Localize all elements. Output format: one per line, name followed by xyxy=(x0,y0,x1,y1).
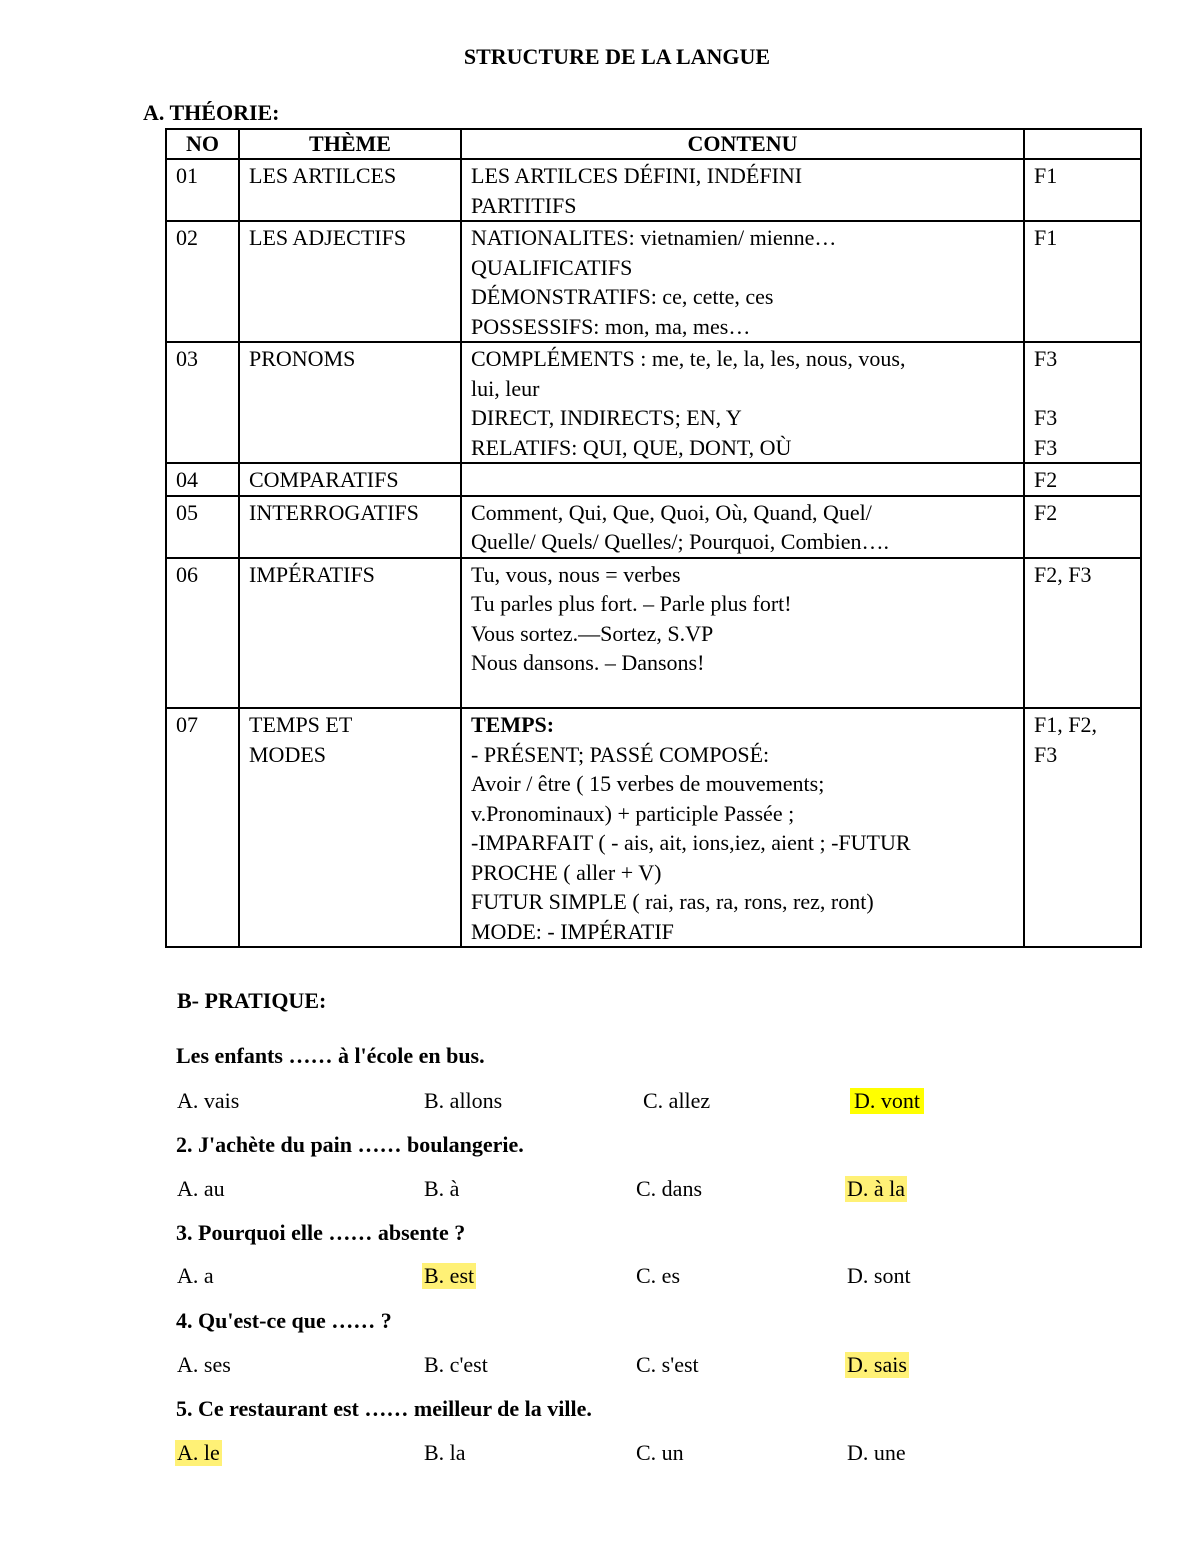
theme-line: LES ADJECTIFS xyxy=(249,225,407,250)
row-theme xyxy=(239,558,461,709)
table-row xyxy=(166,708,1141,947)
table-row xyxy=(166,342,1141,463)
contenu-line: Tu parles plus fort. – Parle plus fort! xyxy=(471,591,792,616)
option-a: A. a xyxy=(177,1263,214,1288)
level-line: F1 xyxy=(1034,163,1058,188)
option-c: C. un xyxy=(636,1440,684,1465)
option-a: A. au xyxy=(177,1176,225,1201)
contenu-line: Avoir / être ( 15 verbes de mouvements; xyxy=(471,771,825,796)
question-3: 3. Pourquoi elle …… absente ? xyxy=(176,1220,466,1245)
option-a: A. ses xyxy=(177,1352,231,1377)
row-level xyxy=(1024,463,1141,496)
row-theme xyxy=(239,463,461,496)
section-heading-pratique: B- PRATIQUE: xyxy=(177,988,327,1013)
row-contenu xyxy=(461,159,1024,221)
contenu-line: Quelle/ Quels/ Quelles/; Pourquoi, Combien…. xyxy=(471,529,889,554)
contenu-line: Tu, vous, nous = verbes xyxy=(471,561,681,587)
question-5: 5. Ce restaurant est …… meilleur de la ville. xyxy=(176,1396,592,1421)
option-b-highlighted: B. est xyxy=(424,1263,475,1288)
level-line: F2 xyxy=(1034,467,1058,492)
row-contenu xyxy=(461,496,1024,558)
row-theme xyxy=(239,708,461,947)
header-no: NO xyxy=(166,129,239,159)
contenu-line: Nous dansons. – Dansons! xyxy=(471,650,705,675)
row-contenu xyxy=(461,342,1024,463)
contenu-line: POSSESSIFS: mon, ma, mes… xyxy=(471,313,751,339)
contenu-line: lui, leur xyxy=(471,375,540,401)
row-contenu xyxy=(461,463,1024,496)
question-2: 2. J'achète du pain …… boulangerie. xyxy=(176,1132,524,1157)
table-header-row xyxy=(166,129,1141,159)
contenu-line: MODE: - IMPÉRATIF xyxy=(471,918,674,944)
table-row xyxy=(166,221,1141,342)
theory-table xyxy=(165,128,1142,948)
header-contenu: CONTENU xyxy=(461,129,1024,159)
contenu-line: DÉMONSTRATIFS: ce, cette, ces xyxy=(471,284,774,309)
theme-line: IMPÉRATIFS xyxy=(249,561,375,587)
table-row xyxy=(166,463,1141,496)
table-row xyxy=(166,558,1141,709)
contenu-line: PROCHE ( aller + V) xyxy=(471,859,662,885)
row-contenu xyxy=(461,558,1024,709)
contenu-line: LES ARTILCES DÉFINI, INDÉFINI xyxy=(471,163,803,188)
option-a-highlighted: A. le xyxy=(177,1440,220,1465)
theme-line: PRONOMS xyxy=(249,346,356,371)
contenu-line: - PRÉSENT; PASSÉ COMPOSÉ: xyxy=(471,741,770,767)
level-line: F2 xyxy=(1034,499,1058,525)
section-heading-theorie: A. THÉORIE: xyxy=(143,100,280,125)
row-no: 02 xyxy=(166,221,239,342)
row-no: 03 xyxy=(166,342,239,463)
row-no: 04 xyxy=(166,463,239,496)
option-b: B. la xyxy=(424,1440,466,1465)
option-c: C. s'est xyxy=(636,1352,699,1377)
question-4: 4. Qu'est-ce que …… ? xyxy=(176,1308,392,1333)
row-contenu xyxy=(461,221,1024,342)
theme-line: INTERROGATIFS xyxy=(249,499,419,525)
contenu-line: -IMPARFAIT ( - ais, ait, ions,iez, aient ; -FUTUR xyxy=(471,830,911,855)
row-level xyxy=(1024,221,1141,342)
row-level xyxy=(1024,159,1141,221)
option-a: A. vais xyxy=(177,1088,240,1113)
row-theme xyxy=(239,496,461,558)
level-line: F3 xyxy=(1034,346,1058,371)
option-c: C. dans xyxy=(636,1176,702,1201)
level-line: F3 xyxy=(1034,405,1058,430)
row-no: 01 xyxy=(166,159,239,221)
option-d-highlighted: D. sais xyxy=(847,1352,907,1377)
contenu-line: NATIONALITES: vietnamien/ mienne… xyxy=(471,225,837,250)
theme-line: COMPARATIFS xyxy=(249,467,399,492)
contenu-heading: TEMPS: xyxy=(471,712,555,737)
row-no: 05 xyxy=(166,496,239,558)
level-line: F2, F3 xyxy=(1034,561,1092,587)
option-d-highlighted: D. à la xyxy=(847,1176,906,1201)
row-contenu xyxy=(461,708,1024,947)
row-theme xyxy=(239,159,461,221)
level-line: F1 xyxy=(1034,225,1058,250)
contenu-line: RELATIFS: QUI, QUE, DONT, OÙ xyxy=(471,434,792,460)
table-row xyxy=(166,496,1141,558)
option-b: B. c'est xyxy=(424,1352,488,1377)
row-level xyxy=(1024,496,1141,558)
row-level xyxy=(1024,342,1141,463)
row-no: 06 xyxy=(166,558,239,709)
contenu-line: PARTITIFS xyxy=(471,192,577,218)
theme-line: LES ARTILCES xyxy=(249,163,397,188)
document-title: STRUCTURE DE LA LANGUE xyxy=(463,44,771,69)
table-row xyxy=(166,159,1141,221)
level-line: F3 xyxy=(1034,741,1058,767)
theme-line: TEMPS ET xyxy=(249,712,353,737)
question-1: Les enfants …… à l'école en bus. xyxy=(176,1043,485,1068)
header-theme: THÈME xyxy=(239,129,461,159)
row-theme xyxy=(239,221,461,342)
option-d: D. sont xyxy=(847,1263,911,1288)
contenu-line: Vous sortez.—Sortez, S.VP xyxy=(471,620,714,646)
option-c: C. es xyxy=(636,1263,680,1288)
option-d: D. une xyxy=(847,1440,906,1465)
level-line: F1, F2, xyxy=(1034,712,1097,737)
contenu-line: QUALIFICATIFS xyxy=(471,254,633,280)
header-level xyxy=(1024,129,1141,159)
option-b: B. à xyxy=(424,1176,460,1201)
option-d-highlighted: D. vont xyxy=(850,1088,924,1114)
option-c: C. allez xyxy=(643,1088,711,1113)
level-line xyxy=(1034,374,1140,404)
contenu-line: COMPLÉMENTS : me, te, le, la, les, nous, vous, xyxy=(471,346,906,371)
option-b: B. allons xyxy=(424,1088,503,1113)
row-level xyxy=(1024,708,1141,947)
contenu-line: DIRECT, INDIRECTS; EN, Y xyxy=(471,405,742,430)
contenu-line: FUTUR SIMPLE ( rai, ras, ra, rons, rez, ront) xyxy=(471,889,874,914)
level-line: F3 xyxy=(1034,434,1058,460)
row-theme xyxy=(239,342,461,463)
contenu-line: v.Pronominaux) + participle Passée ; xyxy=(471,800,795,826)
contenu-line xyxy=(471,678,1023,708)
theme-line: MODES xyxy=(249,741,327,767)
row-no: 07 xyxy=(166,708,239,947)
contenu-line: Comment, Qui, Que, Quoi, Où, Quand, Quel/ xyxy=(471,499,872,525)
row-level xyxy=(1024,558,1141,709)
